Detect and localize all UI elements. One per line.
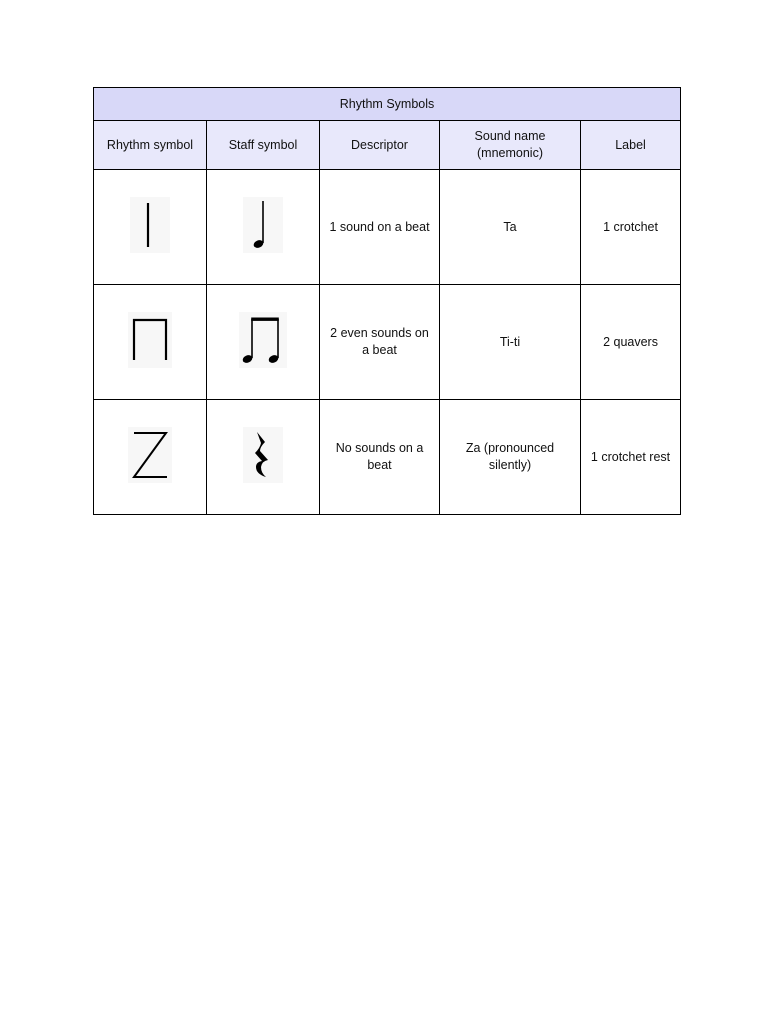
sound-name-cell: Za (pronounced silently) [440, 400, 581, 515]
label-cell: 2 quavers [581, 285, 681, 400]
staff-symbol-cell [207, 170, 320, 285]
rhythm-symbol-cell [94, 285, 207, 400]
descriptor-cell: 2 even sounds on a beat [320, 285, 440, 400]
sound-name-cell: Ta [440, 170, 581, 285]
table-title: Rhythm Symbols [94, 88, 681, 121]
crotchet-rest-icon [243, 427, 283, 483]
table-row [94, 170, 681, 285]
rhythm-symbol-cell [94, 170, 207, 285]
beamed-quavers-icon [239, 312, 287, 368]
rhythm-symbol-cell [94, 400, 207, 515]
header-rhythm-symbol: Rhythm symbol [94, 121, 207, 170]
single-stroke-ta-icon [130, 197, 170, 253]
rhythm-symbols-table [93, 87, 681, 515]
header-sound-name: Sound name (mnemonic) [440, 121, 581, 170]
table-header-row [94, 121, 681, 170]
header-label: Label [581, 121, 681, 170]
staff-symbol-cell [207, 400, 320, 515]
sound-name-cell: Ti-ti [440, 285, 581, 400]
header-staff-symbol: Staff symbol [207, 121, 320, 170]
label-cell: 1 crotchet [581, 170, 681, 285]
table-title-row [94, 88, 681, 121]
label-cell: 1 crotchet rest [581, 400, 681, 515]
descriptor-cell: 1 sound on a beat [320, 170, 440, 285]
table-row [94, 400, 681, 515]
crotchet-note-icon [243, 197, 283, 253]
double-stroke-ti-ti-icon [128, 312, 172, 368]
descriptor-cell: No sounds on a beat [320, 400, 440, 515]
staff-symbol-cell [207, 285, 320, 400]
header-descriptor: Descriptor [320, 121, 440, 170]
z-rest-icon [128, 427, 172, 483]
table-row [94, 285, 681, 400]
